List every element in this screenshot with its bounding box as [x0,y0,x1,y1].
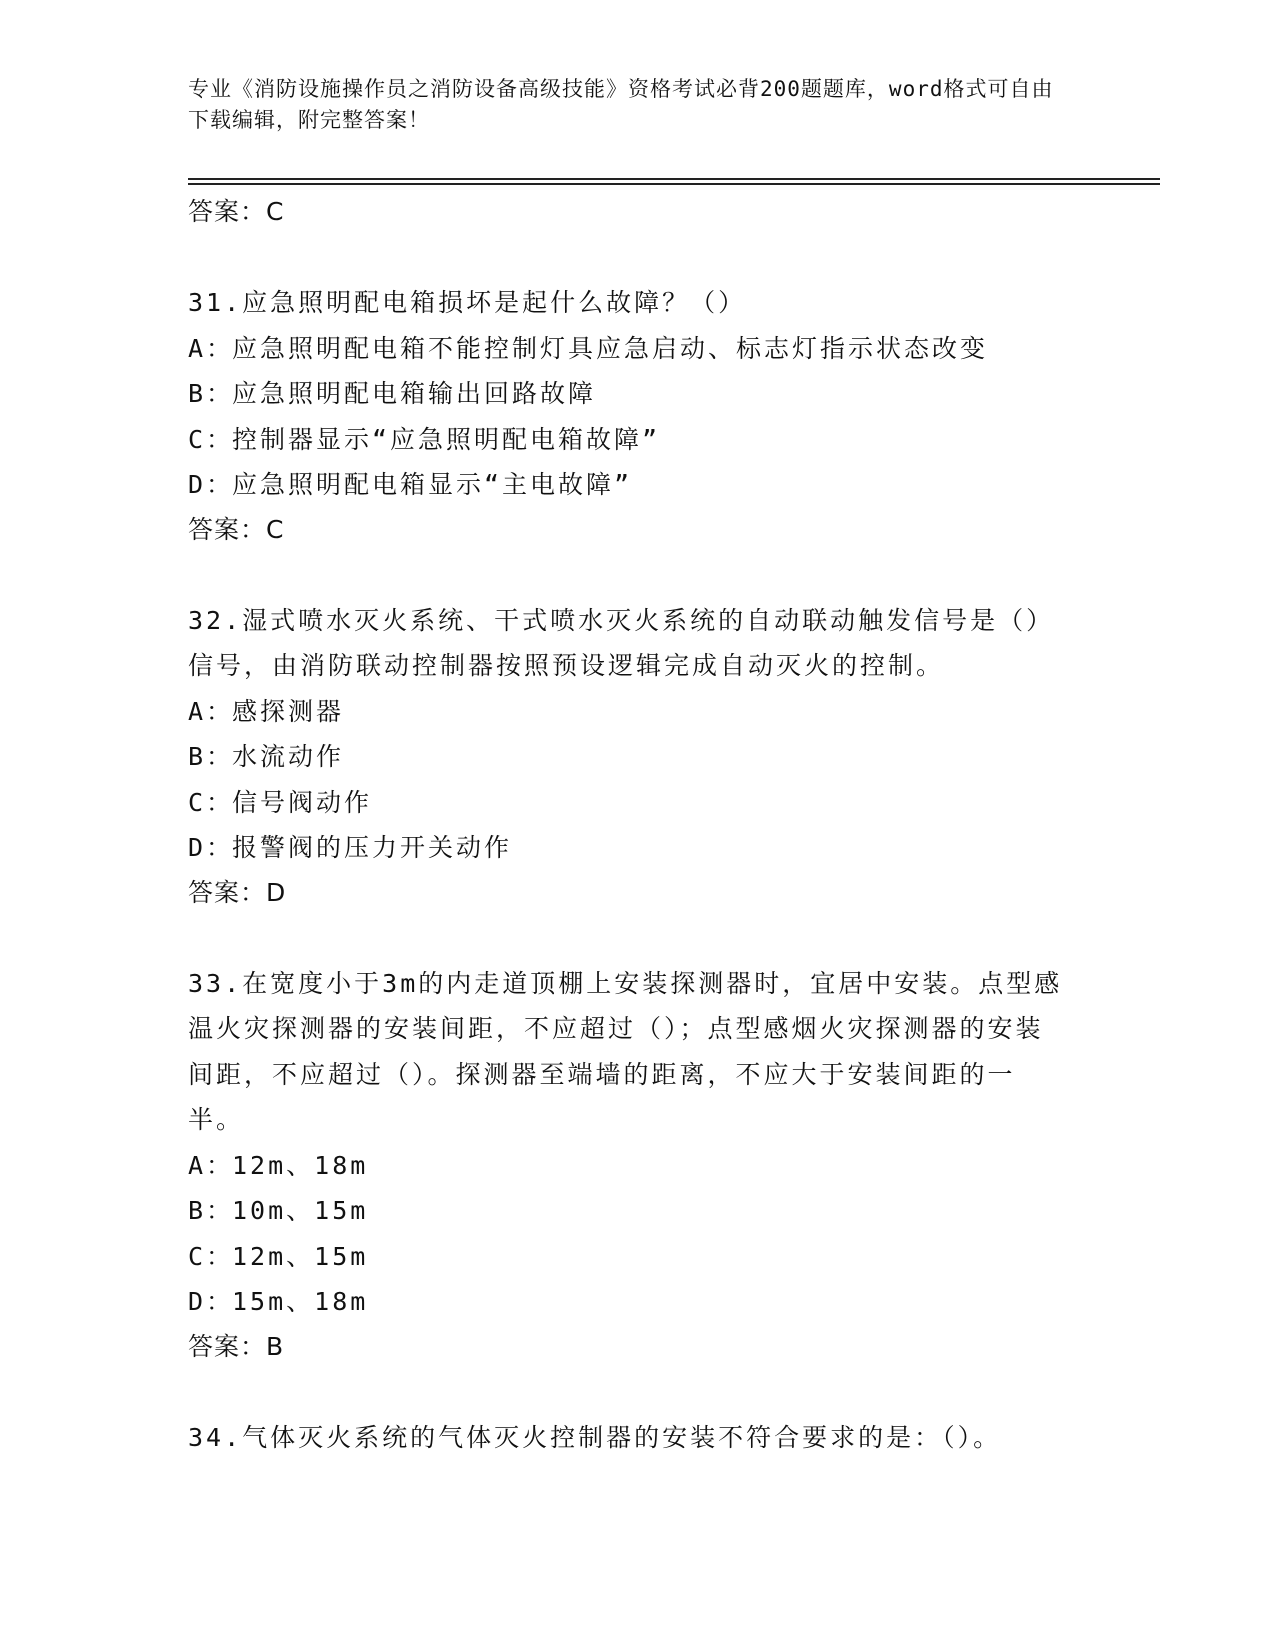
question-block [188,961,1108,1369]
option-key: D： [188,1287,235,1316]
answer-line: 答案：C [188,197,285,226]
question-block [188,598,1108,915]
option-text: 15m、18m [232,1287,369,1316]
option-text: 12m、15m [232,1241,369,1271]
answer-line: 答案：B [188,1331,285,1361]
page-header: 专业《消防设施操作员之消防设备高级技能》资格考试必背200题题库，word格式可自由下载编辑，附完整答案！ [188,77,1054,132]
header-divider [188,178,1160,180]
option-text: 感探测器 [232,696,345,726]
option-key: B： [188,379,235,408]
option-text: 12m、18m [232,1150,369,1180]
option-d [188,825,1108,871]
option-text: 应急照明配电箱不能控制灯具应急启动、标志灯指示状态改变 [232,333,989,363]
option-b [188,1188,1108,1234]
option-a [188,1143,1108,1189]
option-text: 水流动作 [232,742,345,771]
header-divider-second [188,183,1160,185]
option-text: 应急照明配电箱输出回路故障 [232,379,597,408]
option-text: 信号阀动作 [232,787,373,817]
option-key: A： [188,333,235,363]
option-key: C： [188,424,235,454]
option-text: 控制器显示“应急照明配电箱故障” [232,424,661,454]
option-text: 报警阀的压力开关动作 [232,833,513,862]
option-key: D： [188,470,235,499]
option-a [188,326,1108,372]
option-text: 10m、15m [232,1196,369,1225]
answer-line: 答案：C [188,514,285,544]
option-key: B： [188,742,235,771]
option-key: C： [188,787,235,817]
option-b [188,734,1108,780]
option-c [188,1234,1108,1280]
option-key: A： [188,1150,235,1180]
option-d [188,462,1108,508]
question-block [188,1415,1108,1461]
question-stem: 31.应急照明配电箱损坏是起什么故障？（） [188,288,747,317]
option-d [188,1279,1108,1325]
question-list [188,190,1108,1460]
question-stem: 33.在宽度小于3m的内走道顶棚上安装探测器时，宜居中安装。点型感温火灾探测器的安装间距，不应超过（）；点型感烟火灾探测器的安装间距，不应超过（）。探测器至端墙的距离，不应大于安装间距的一半。 [188,968,1063,1134]
option-key: A： [188,696,235,726]
option-c [188,780,1108,826]
option-a [188,689,1108,735]
option-b [188,371,1108,417]
question-stem: 32.湿式喷水灭火系统、干式喷水灭火系统的自动联动触发信号是（）信号，由消防联动控制器按照预设逻辑完成自动灭火的控制。 [188,605,1055,680]
question-block [188,280,1108,552]
question-stem: 34.气体灭火系统的气体灭火控制器的安装不符合要求的是：（）。 [188,1422,1002,1452]
answer-line: 答案：D [188,877,287,907]
option-c [188,417,1108,463]
option-key: C： [188,1241,235,1271]
option-text: 应急照明配电箱显示“主电故障” [232,470,633,499]
option-key: B： [188,1196,235,1225]
option-key: D： [188,833,235,862]
